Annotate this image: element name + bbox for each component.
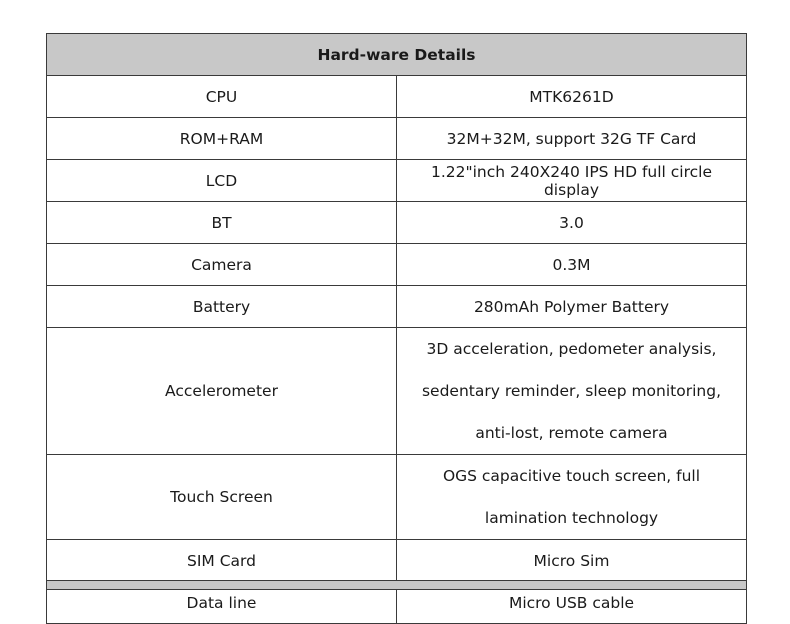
table-row [47, 455, 747, 540]
table-row [47, 286, 747, 328]
next-table-header-strip [46, 580, 747, 590]
row-label-bt: BT [47, 202, 397, 244]
row-label-cpu: CPU [47, 76, 397, 118]
table-header-row [47, 34, 747, 76]
table-row [47, 540, 747, 582]
row-value-bt: 3.0 [397, 202, 747, 244]
row-value-accelerometer: 3D acceleration, pedometer analysis, sedentary reminder, sleep monitoring, anti-lost, remote camera [397, 328, 747, 455]
row-label-data-line: Data line [47, 582, 397, 624]
row-label-sim-card: SIM Card [47, 540, 397, 582]
row-value-touch-screen: OGS capacitive touch screen, full lamination technology [397, 455, 747, 540]
row-value-rom-ram: 32M+32M, support 32G TF Card [397, 118, 747, 160]
table-row [47, 118, 747, 160]
row-value-lcd: 1.22"inch 240X240 IPS HD full circle display [397, 160, 747, 202]
row-label-touch-screen: Touch Screen [47, 455, 397, 540]
row-value-battery: 280mAh Polymer Battery [397, 286, 747, 328]
table-title: Hard-ware Details [47, 34, 747, 76]
row-label-battery: Battery [47, 286, 397, 328]
table-row [47, 76, 747, 118]
table-row [47, 202, 747, 244]
row-label-lcd: LCD [47, 160, 397, 202]
row-value-data-line: Micro USB cable [397, 582, 747, 624]
hardware-details-table [46, 33, 747, 624]
hardware-details-table-container [46, 33, 747, 624]
table-row [47, 328, 747, 455]
row-value-cpu: MTK6261D [397, 76, 747, 118]
row-label-camera: Camera [47, 244, 397, 286]
row-value-camera: 0.3M [397, 244, 747, 286]
table-row [47, 244, 747, 286]
table-row [47, 160, 747, 202]
row-label-rom-ram: ROM+RAM [47, 118, 397, 160]
row-value-sim-card: Micro Sim [397, 540, 747, 582]
row-label-accelerometer: Accelerometer [47, 328, 397, 455]
